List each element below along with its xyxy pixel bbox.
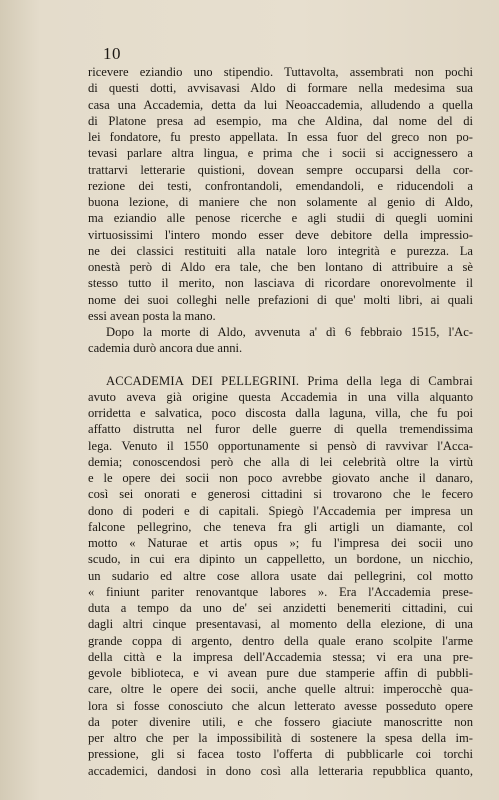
text-line: cademia durò ancora due anni. bbox=[88, 341, 243, 356]
text-line: buona lezione, di maniere che non solamente al genio di Aldo, bbox=[88, 195, 473, 209]
text-line: ma eziandio alle penose ricerche e agli studii di quegli uomini bbox=[88, 211, 473, 226]
text-line: lega. Venuto il 1550 opportunamente si pensò di ravvivar l'Acca- bbox=[88, 438, 473, 453]
text-line: « finiunt pariter renovantque labores ». Era l'Accademia prese- bbox=[88, 584, 473, 599]
text-line: ne dei classici restituiti alla natale loro integrità e purezza. La bbox=[88, 243, 473, 258]
text-line: lei fondatore, fu presto appellata. In essa fuor del greco non po- bbox=[88, 130, 473, 144]
text-line: falcone pellegrino, che teneva fra gli artigli un diamante, col bbox=[88, 519, 473, 534]
text-line: essi avean posta la mano. bbox=[88, 308, 216, 323]
paragraph-aldo-death bbox=[88, 324, 473, 357]
text-line: da poter divenire utili, e che fossero giaciute manoscritte non bbox=[88, 714, 473, 729]
text-line: rezione dei testi, confrontandoli, emendandoli, e riducendoli a bbox=[88, 178, 473, 193]
text-line: lora si fosse conosciuto che alcun letterato avesse posseduto opere bbox=[88, 698, 473, 713]
text-line: duta a tempo da uno de' sei anzidetti benemeriti cittadini, cui bbox=[88, 601, 473, 615]
text-line: virtuosissimi l'intero mondo esser deve debitore della impressio- bbox=[88, 227, 473, 242]
text-line: pressione, gli si facea tosto l'offerta di pubblicarle coi torchi bbox=[88, 747, 473, 762]
text-line: dono di poderi e di capitali. Spiegò l'Accademia per impresa un bbox=[88, 503, 473, 518]
text-line: gevole biblioteca, e vi avean pure due stamperie affin di pubbli- bbox=[88, 666, 473, 680]
text-line: onestà però di Aldo era tale, che ben lontano di attribuire a sè bbox=[88, 260, 473, 274]
text-line: demia; conoscendosi però che alla di lei celebrità oltre la virtù bbox=[88, 454, 473, 469]
text-line: affatto distrutta nel furor delle guerre di quella tremendissima bbox=[88, 422, 473, 437]
text-line: della città e la impresa dell'Accademia stessa; vi era una pre- bbox=[88, 649, 473, 664]
page-number: 10 bbox=[103, 44, 121, 63]
text-line: Dopo la morte di Aldo, avvenuta a' dì 6 febbraio 1515, l'Ac- bbox=[106, 325, 473, 339]
text-line: così sei onorati e generosi cittadini si trovarono che le fecero bbox=[88, 487, 473, 502]
text-line: motto « Naturae et artis opus »; fu l'impresa dei socii uno bbox=[88, 536, 473, 550]
text-line: tevasi parlare altra lingua, e prima che i socii si accignessero a bbox=[88, 146, 473, 161]
text-line: per altro che per la impossibilità di sostenere la spesa della im- bbox=[88, 731, 473, 745]
text-line: scudo, in cui era dipinto un cappelletto, un bordone, un nicchio, bbox=[88, 552, 473, 567]
section-gap bbox=[88, 357, 473, 373]
text-line: ricevere eziandio uno stipendio. Tuttavolta, assembrati non pochi bbox=[88, 65, 473, 79]
text-line: casa una Accademia, detta da lui Neoaccademia, alludendo a quella bbox=[88, 97, 473, 112]
text-line: grande coppa di argento, dentro della quale erano scolpite l'arme bbox=[88, 633, 473, 648]
text-line: accademici, dandosi in dono così alla letteraria repubblica quanto, bbox=[88, 763, 473, 778]
text-line: stesso tutto il merito, non lasciava di ricordare onorevolmente il bbox=[88, 276, 473, 291]
text-line: dagli altri cinque presentavasi, al momento della elezione, di una bbox=[88, 617, 473, 632]
paragraph-aldine-academy bbox=[88, 64, 473, 324]
text-line: e le opere dei socii non poco avrebbe giovato anche il danaro, bbox=[88, 471, 473, 485]
text-line: orridetta e salvatica, poco discosta dalla laguna, villa, che fu poi bbox=[88, 406, 473, 420]
text-line: di questi dotti, avvisavasi Aldo di formare nella medesima sua bbox=[88, 81, 473, 96]
text-line: un sudario ed altre cose allora usate dai pellegrini, col motto bbox=[88, 568, 473, 583]
text-line: care, oltre le opere dei socii, anche quelle altrui: imperocchè qua- bbox=[88, 682, 473, 697]
body-text bbox=[88, 64, 473, 779]
text-line: di Platone presa ad esempio, ma che Aldina, dal nome del di bbox=[88, 113, 473, 128]
text-line: nome dei suoi colleghi nelle prefazioni di que' molti libri, ai quali bbox=[88, 292, 473, 307]
text-line: trattarvi letterarie quistioni, dovean sempre occuparsi della cor- bbox=[88, 162, 473, 177]
section-heading-line: ACCADEMIA DEI PELLEGRINI. Prima della lega di Cambrai bbox=[106, 373, 473, 388]
text-line: avuto aveva già origine questa Accademia in una villa alquanto bbox=[88, 389, 473, 404]
paragraph-pellegrini-academy bbox=[88, 373, 473, 779]
